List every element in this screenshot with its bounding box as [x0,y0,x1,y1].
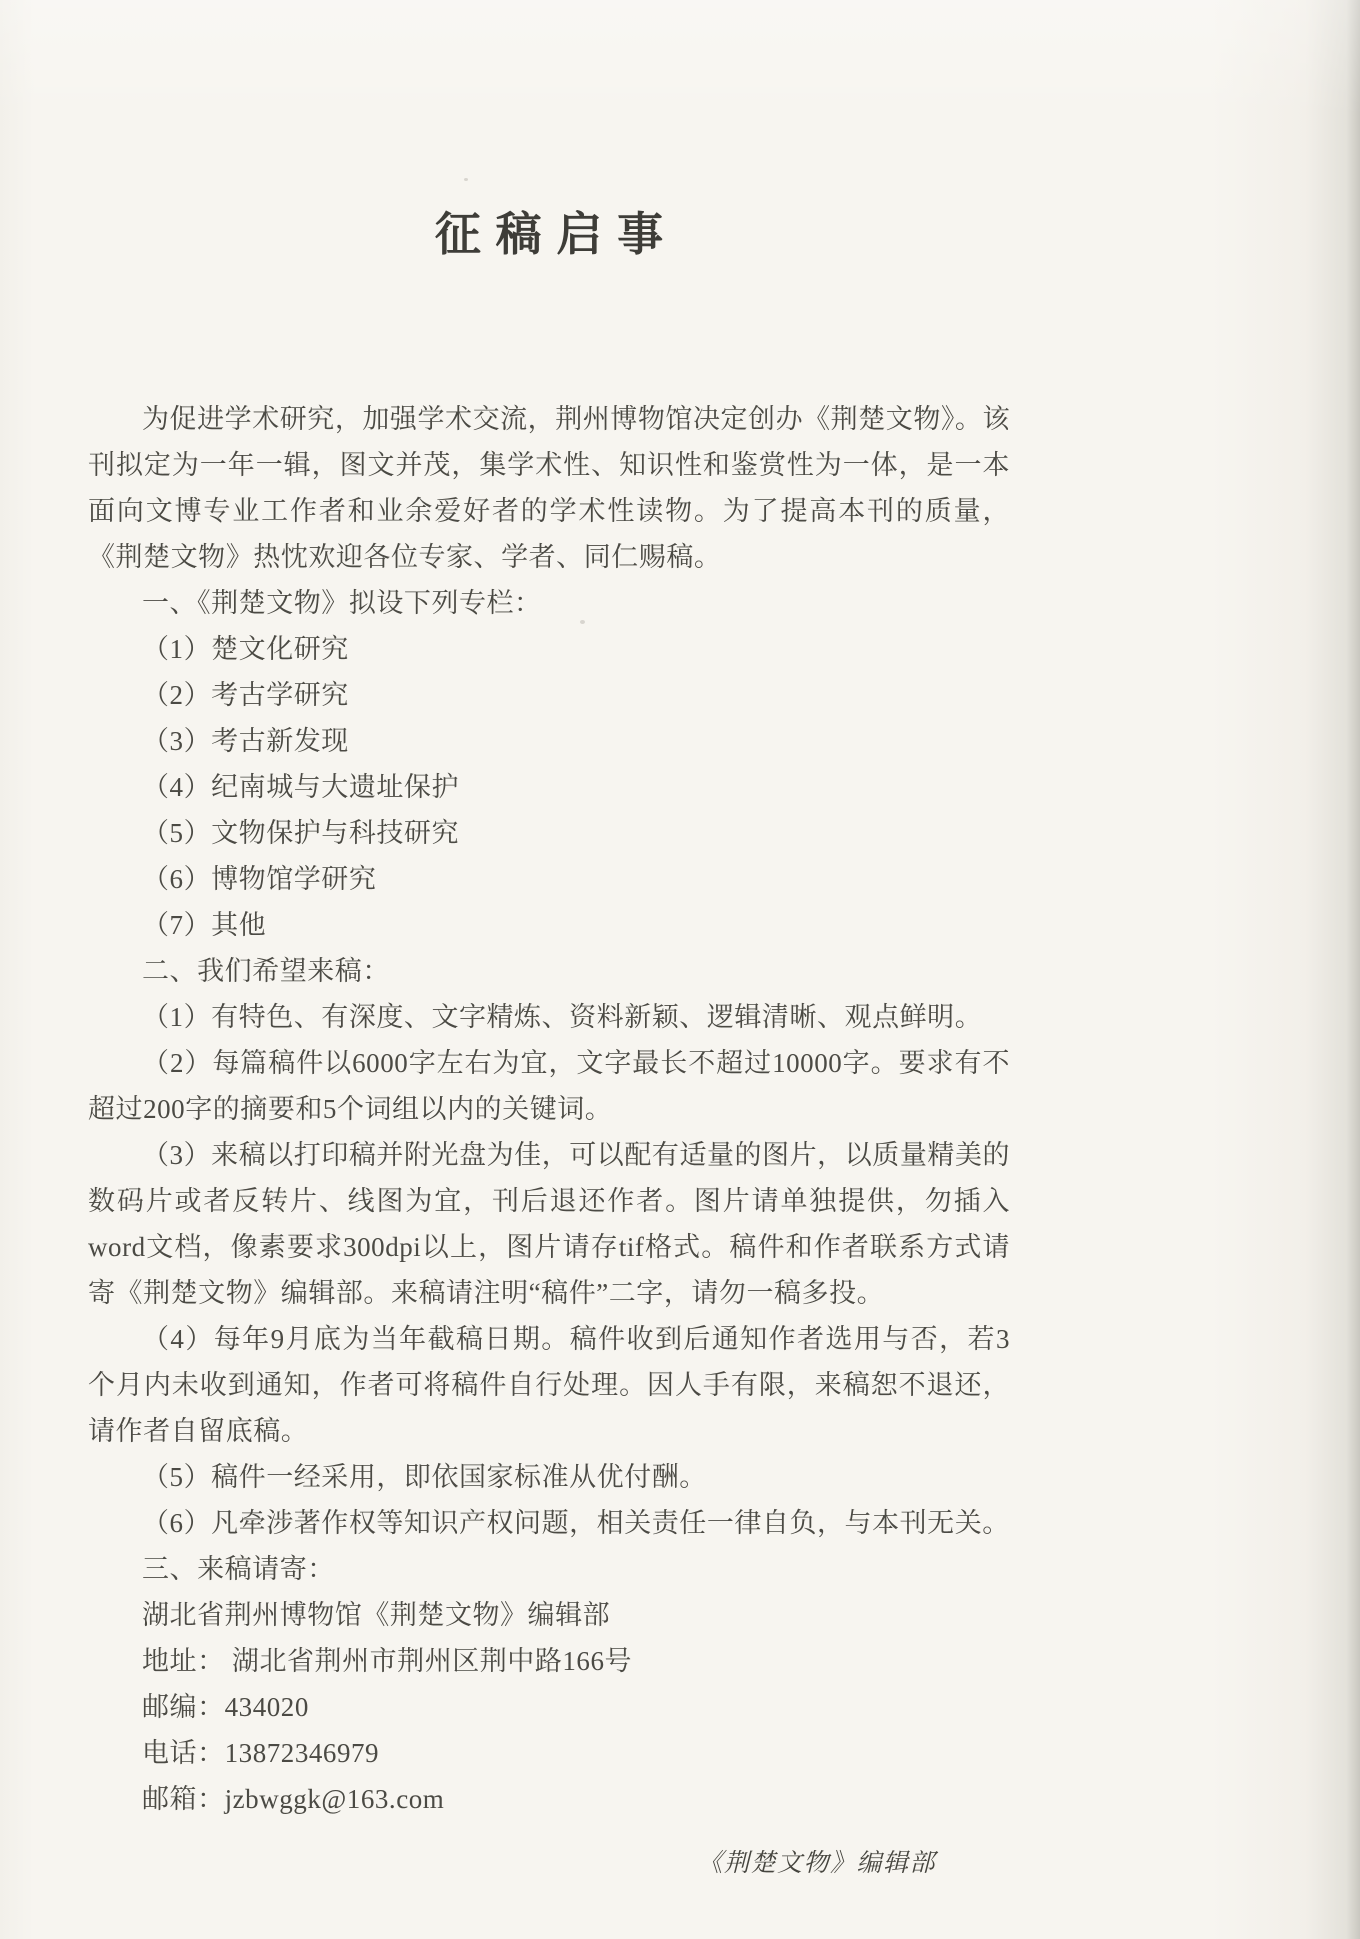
footer-signature: 《荆楚文物》编辑部 [697,1850,936,1877]
section-item: （3）来稿以打印稿并附光盘为佳，可以配有适量的图片，以质量精美的数码片或者反转片、线图为宜，刊后退还作者。图片请单独提供，勿插入word文档，像素要求300dpi以上，图片请存tif格式。稿件和作者联系方式请寄《荆楚文物》编辑部。来稿请注明“稿件”二字，请勿一稿多投。 [88,1140,1010,1308]
section-item: （6）凡牵涉著作权等知识产权问题，相关责任一律自负，与本刊无关。 [142,1508,1010,1538]
section-heading: 二、我们希望来稿： [142,956,390,986]
section-item: （4）每年9月底为当年截稿日期。稿件收到后通知作者选用与否，若3个月内未收到通知，作者可将稿件自行处理。因人手有限，来稿恕不退还，请作者自留底稿。 [88,1324,1010,1446]
section-item: 电话：13872346979 [142,1738,380,1768]
section-item: （2）考古学研究 [142,680,349,710]
section-item: （5）文物保护与科技研究 [142,818,459,848]
section-item: （4）纪南城与大遗址保护 [142,772,459,802]
section-item: （1）有特色、有深度、文字精炼、资料新颖、逻辑清晰、观点鲜明。 [142,1002,983,1032]
section-item: 邮箱：jzbwggk@163.com [142,1784,445,1814]
section-item: 地址： 湖北省荆州市荆州区荆中路166号 [142,1646,633,1676]
section-item: （6）博物馆学研究 [142,864,377,894]
section-item: 邮编：434020 [142,1692,309,1722]
section-item: （5）稿件一经采用，即依国家标准从优付酬。 [142,1462,707,1492]
section-item: （2）每篇稿件以6000字左右为宜，文字最长不超过10000字。要求有不超过200字的摘要和5个词组以内的关键词。 [88,1048,1010,1124]
section-item: （1）楚文化研究 [142,634,349,664]
page-title: 征稿启事 [434,209,678,260]
document-body [88,396,1010,1822]
intro-paragraph: 为促进学术研究，加强学术交流，荆州博物馆决定创办《荆楚文物》。该刊拟定为一年一辑，图文并茂，集学术性、知识性和鉴赏性为一体，是一本面向文博专业工作者和业余爱好者的学术性读物。为了提高本刊的质量，《荆楚文物》热忱欢迎各位专家、学者、同仁赐稿。 [88,404,1010,572]
section-item: 湖北省荆州博物馆《荆楚文物》编辑部 [142,1600,611,1630]
section-heading: 三、来稿请寄： [142,1554,335,1584]
text-column [88,0,1010,1884]
section-item: （3）考古新发现 [142,726,349,756]
section-item: （7）其他 [142,910,267,940]
section-heading: 一、《荆楚文物》拟设下列专栏： [142,588,542,618]
